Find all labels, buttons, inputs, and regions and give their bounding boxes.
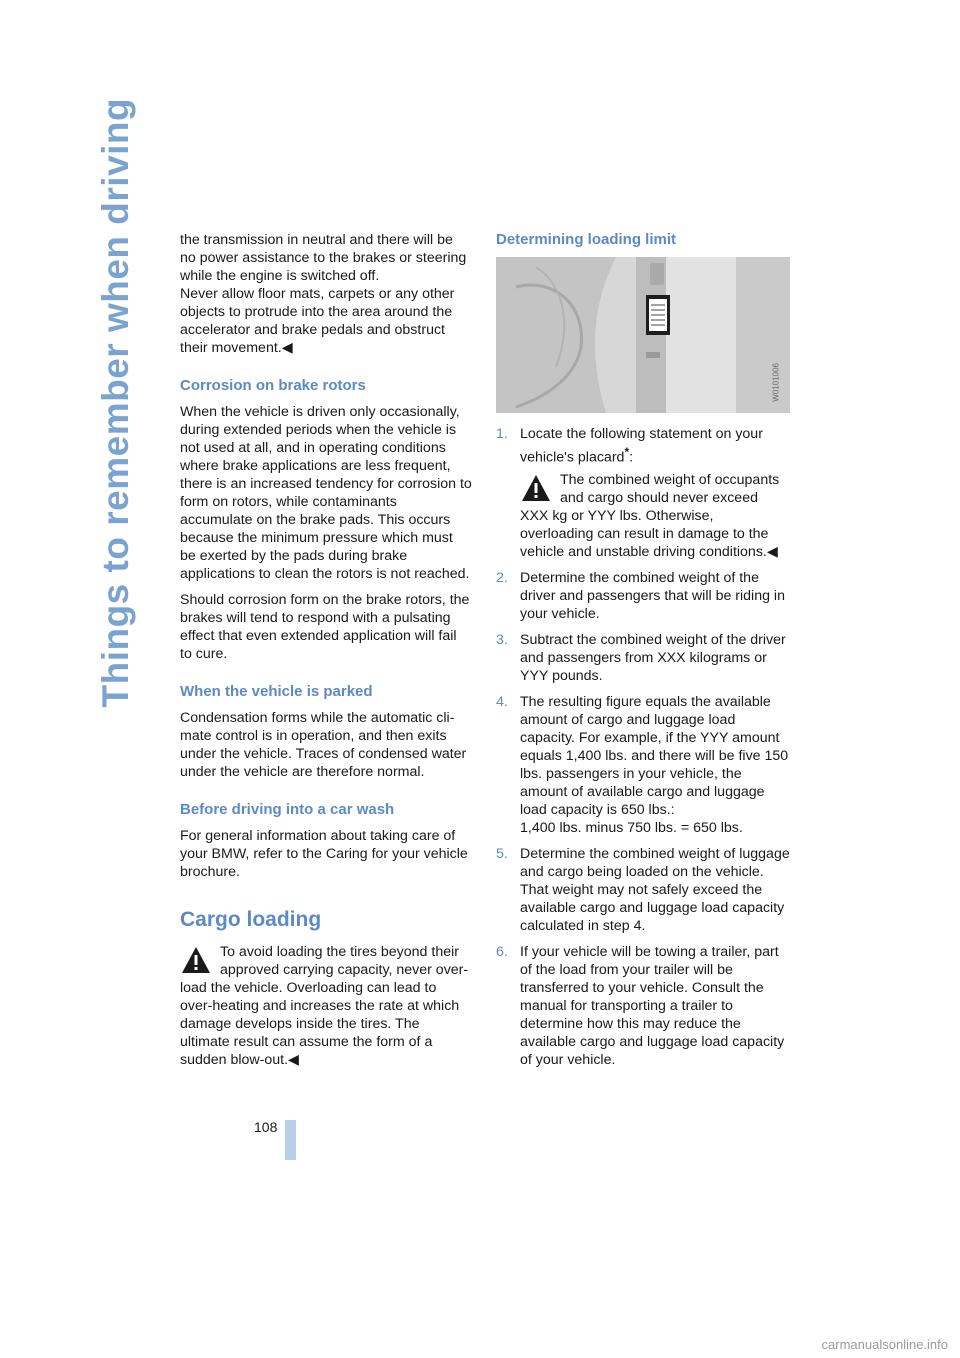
cargo-warning <box>180 943 472 1069</box>
parked-paragraph: Condensation forms while the automatic cli-mate control is in operation, and then exits under the vehicle. Traces of condensed water under the vehicle are therefore normal. <box>180 710 467 780</box>
cargo-loading-heading: Cargo loading <box>180 908 322 931</box>
step-text: Determine the combined weight of luggage and cargo being loaded on the vehicle. That weight may not safely exceed the available cargo and luggage load capacity calculated in step 4. <box>520 845 790 934</box>
page-marker-bar <box>285 1120 296 1160</box>
step-text: If your vehicle will be towing a trailer, part of the load from your trailer will be transferred to your vehicle. Consult the manual for transporting a trailer to determine how this may reduce the available cargo and luggage load capacity of your vehicle. <box>520 943 785 1068</box>
placard-warning-text: The combined weight of occupants and cargo should never exceed XXX kg or YYY lbs. Otherwise, overloading can result in damage to the vehicle and unstable driving conditions.◀ <box>520 471 780 560</box>
step-number: 5. <box>496 845 508 862</box>
step-number: 4. <box>496 693 508 710</box>
step-number: 6. <box>496 943 508 960</box>
warning-icon <box>520 473 552 503</box>
placard-photo <box>496 257 790 413</box>
right-column <box>496 231 790 1077</box>
carwash-paragraph: For general information about taking care of your BMW, refer to the Caring for your vehicle brochure. <box>180 828 468 880</box>
step-text: The resulting figure equals the available amount of cargo and luggage load capacity. For example, if the YYY amount equals 1,400 lbs. and there will be five 150 lbs. passengers in your vehicle, the amount of available cargo and luggage load capacity is 650 lbs.: <box>520 693 789 818</box>
step-example: 1,400 lbs. minus 750 lbs. = 650 lbs. <box>520 819 743 836</box>
warning-icon <box>180 945 212 975</box>
loading-limit-heading: Determining loading limit <box>496 231 677 248</box>
corrosion-paragraph-2: Should corrosion form on the brake rotors, the brakes will tend to respond with a pulsating effect that even extended application will fail to cure. <box>180 592 470 662</box>
image-code: W0101006 <box>772 363 781 402</box>
step-number: 1. <box>496 426 508 442</box>
side-title-text: Things to remember when driving <box>95 97 136 708</box>
placard-warning <box>520 471 790 561</box>
left-column <box>180 231 472 1069</box>
step-tail: : <box>629 449 634 466</box>
step-2 <box>496 569 790 623</box>
step-5 <box>496 845 790 935</box>
parked-heading: When the vehicle is parked <box>180 683 373 700</box>
step-text: Subtract the combined weight of the driver and passengers from XXX kilograms or YYY pounds. <box>520 631 786 684</box>
intro-paragraph <box>180 231 472 357</box>
cargo-warning-text: To avoid loading the tires beyond their approved carrying capacity, never over-load the vehicle. Overloading can lead to over-heating and increases the rate at which damage develops inside the tires. The ultimate result can assume the form of a sudden blow-out.◀ <box>180 944 469 1068</box>
step-number: 2. <box>496 569 508 586</box>
step-text: Locate the following statement on your vehicle's placard <box>520 426 763 466</box>
intro-text-2: Never allow floor mats, carpets or any other objects to protrude into the area around the accelerator and brake pedals and obstruct their movement.◀ <box>180 286 455 356</box>
star-mark: * <box>624 445 630 459</box>
door-pillar-illustration <box>496 257 790 413</box>
carwash-heading: Before driving into a car wash <box>180 801 395 818</box>
intro-text-1: the transmission in neutral and there will be no power assistance to the brakes or steering while the engine is switched off. <box>180 232 467 284</box>
step-4 <box>496 693 790 837</box>
steps-list <box>496 425 790 1069</box>
corrosion-heading: Corrosion on brake rotors <box>180 377 366 394</box>
footer-watermark: carmanualsonline.info <box>821 1337 948 1352</box>
page-number: 108 <box>254 1119 278 1135</box>
step-3 <box>496 631 790 685</box>
step-number: 3. <box>496 631 508 648</box>
step-6 <box>496 943 790 1069</box>
corrosion-paragraph-1: When the vehicle is driven only occasionally, during extended periods when the vehicle is not used at all, and in operating conditions where brake applications are less frequent, there is an increased tendency for corrosion to form on rotors, while contaminants accumulate on the brake pads. This occurs because the minimum pressure which must be exerted by the pads during brake applications to clean the rotors is not reached. <box>180 404 472 582</box>
step-1 <box>496 425 790 561</box>
step-text: Determine the combined weight of the driver and passengers that will be riding in your vehicle. <box>520 569 785 622</box>
